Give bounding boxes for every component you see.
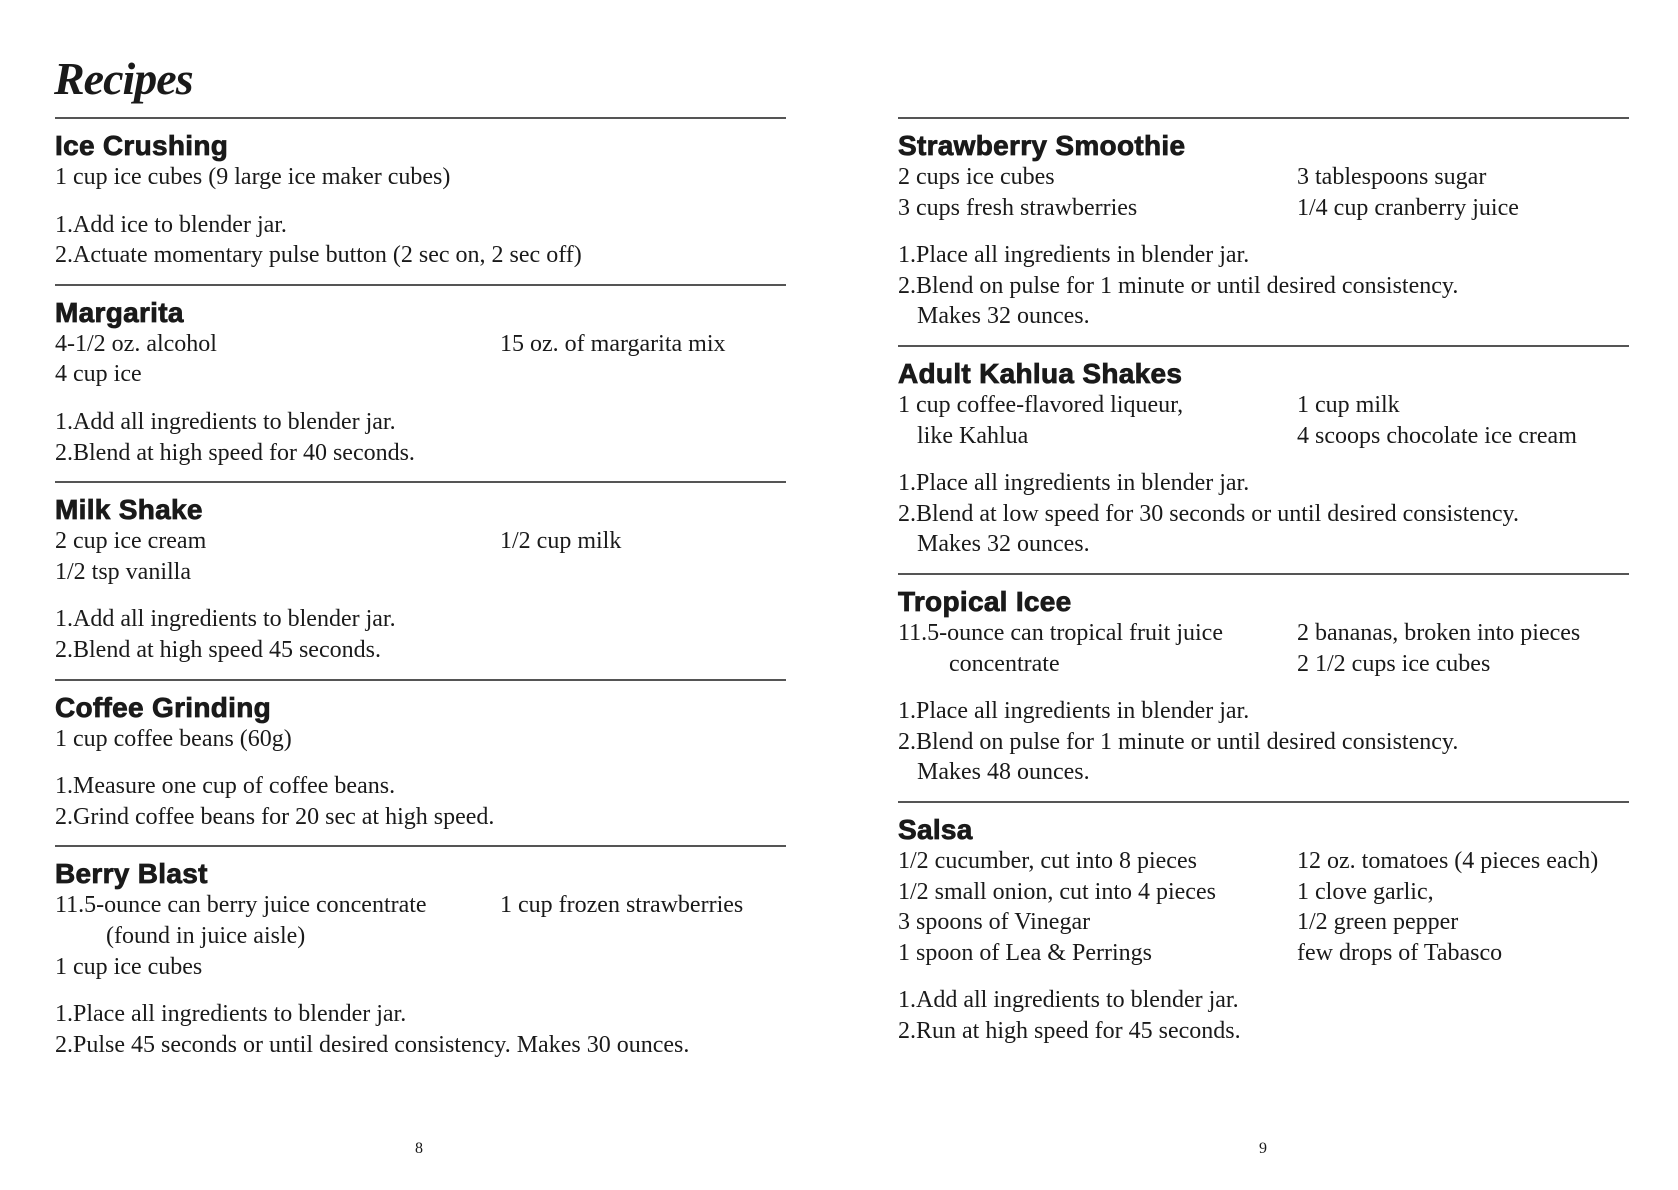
ingredients-column — [500, 724, 786, 755]
instructions-list — [55, 407, 786, 468]
ingredient-line: 1 cup coffee beans (60g) — [55, 725, 292, 752]
recipe-heading: Adult Kahlua Shakes — [898, 357, 1183, 389]
instructions-list — [55, 999, 786, 1060]
instruction-step: Makes 32 ounces. — [917, 303, 1090, 330]
instructions-list — [898, 696, 1629, 788]
ingredient-line: 1 cup frozen strawberries — [500, 892, 744, 919]
instructions-list — [898, 468, 1629, 560]
ingredients-column — [55, 329, 500, 390]
ingredients-column — [898, 846, 1297, 968]
ingredients-column — [55, 526, 500, 587]
recipe-section — [55, 483, 786, 678]
instructions-list — [55, 604, 786, 665]
recipe-heading: Coffee Grinding — [55, 691, 272, 723]
ingredients-column — [1297, 162, 1629, 223]
right-page-column — [898, 117, 1629, 1059]
recipe-section — [55, 119, 786, 284]
recipe-section — [55, 286, 786, 481]
ingredients-column — [500, 162, 786, 193]
ingredients-column — [1297, 846, 1629, 968]
ingredient-line: 15 oz. of margarita mix — [500, 330, 726, 357]
ingredients-column — [55, 890, 500, 982]
recipe-heading: Salsa — [898, 813, 973, 845]
instruction-step: 1.Add all ingredients to blender jar. — [55, 606, 396, 633]
instruction-step: 2.Blend on pulse for 1 minute or until desired consistency. — [898, 272, 1459, 299]
instructions-list — [898, 985, 1629, 1046]
recipe-heading: Ice Crushing — [55, 130, 229, 161]
ingredients-list — [55, 890, 786, 982]
recipe-section — [898, 803, 1629, 1060]
ingredient-line: 11.5-ounce can berry juice concentrate — [55, 892, 427, 919]
instruction-step: 2.Run at high speed for 45 seconds. — [898, 1017, 1241, 1044]
ingredient-line: 2 cups ice cubes — [898, 164, 1055, 190]
ingredient-line: 1/4 cup cranberry juice — [1297, 194, 1519, 221]
recipe-section — [898, 119, 1629, 345]
ingredients-column — [898, 390, 1297, 451]
ingredient-line: 1/2 cucumber, cut into 8 pieces — [898, 847, 1197, 874]
ingredients-list — [898, 846, 1629, 968]
recipe-section — [55, 681, 786, 846]
ingredient-line: 1/2 tsp vanilla — [55, 558, 191, 585]
left-page-column — [55, 117, 786, 1073]
ingredient-line: few drops of Tabasco — [1297, 939, 1503, 966]
instructions-list — [55, 771, 786, 832]
ingredient-line: 1 cup coffee-flavored liqueur, — [898, 391, 1184, 418]
recipe-section — [898, 575, 1629, 801]
ingredient-line: 11.5-ounce can tropical fruit juice — [898, 619, 1223, 646]
ingredients-column — [500, 890, 786, 982]
instruction-step: 1.Add all ingredients to blender jar. — [898, 987, 1239, 1014]
ingredients-list — [898, 618, 1629, 679]
ingredients-column — [1297, 618, 1629, 679]
ingredients-list — [55, 526, 786, 587]
ingredients-list — [55, 329, 786, 390]
ingredient-line: 1 cup ice cubes (9 large ice maker cubes) — [55, 164, 451, 190]
instruction-step: 1.Place all ingredients in blender jar. — [898, 470, 1250, 497]
ingredients-column — [55, 724, 500, 755]
ingredients-column — [500, 526, 786, 587]
instructions-list — [55, 210, 786, 271]
ingredient-line: (found in juice aisle) — [106, 922, 306, 949]
instruction-step: 1.Place all ingredients in blender jar. — [898, 242, 1250, 269]
ingredients-list — [55, 162, 786, 193]
instruction-step: Makes 32 ounces. — [917, 531, 1090, 558]
recipe-section — [55, 847, 786, 1073]
instruction-step: Makes 48 ounces. — [917, 759, 1090, 786]
recipe-heading: Strawberry Smoothie — [898, 130, 1186, 161]
page-title: Recipes — [54, 53, 193, 104]
ingredients-column — [898, 162, 1297, 223]
instruction-step: 1.Measure one cup of coffee beans. — [55, 773, 396, 800]
ingredient-line: concentrate — [949, 650, 1060, 677]
recipe-heading: Margarita — [55, 296, 184, 328]
instruction-step: 1.Place all ingredients in blender jar. — [898, 698, 1250, 725]
instruction-step: 2.Pulse 45 seconds or until desired consistency. Makes 30 ounces. — [55, 1031, 690, 1058]
instruction-step: 2.Blend at high speed 45 seconds. — [55, 636, 381, 663]
ingredients-list — [55, 724, 786, 755]
instructions-list — [898, 240, 1629, 332]
ingredient-line: 1 spoon of Lea & Perrings — [898, 939, 1152, 966]
ingredient-line: 1/2 small onion, cut into 4 pieces — [898, 878, 1216, 905]
ingredient-line: 4-1/2 oz. alcohol — [55, 330, 217, 357]
recipe-heading: Milk Shake — [55, 494, 203, 526]
instruction-step: 2.Blend on pulse for 1 minute or until desired consistency. — [898, 728, 1459, 755]
recipe-heading: Berry Blast — [55, 858, 208, 890]
instruction-step: 1.Place all ingredients to blender jar. — [55, 1001, 407, 1028]
recipe-section — [898, 347, 1629, 573]
ingredient-line: 1/2 green pepper — [1297, 909, 1459, 936]
ingredient-line: 3 cups fresh strawberries — [898, 194, 1138, 221]
ingredients-column — [1297, 390, 1629, 451]
ingredient-line: 3 spoons of Vinegar — [898, 909, 1091, 936]
ingredient-line: 1 cup milk — [1297, 391, 1400, 418]
ingredients-column — [55, 162, 500, 193]
ingredient-line: 1 cup ice cubes — [55, 953, 203, 980]
page-number-right: 9 — [1259, 1140, 1267, 1157]
ingredients-column — [500, 329, 786, 390]
ingredient-line: 2 bananas, broken into pieces — [1297, 619, 1581, 646]
ingredients-list — [898, 162, 1629, 223]
instruction-step: 2.Blend at high speed for 40 seconds. — [55, 439, 415, 466]
instruction-step: 1.Add ice to blender jar. — [55, 211, 287, 238]
ingredients-column — [898, 618, 1297, 679]
ingredient-line: like Kahlua — [917, 422, 1029, 449]
ingredients-list — [898, 390, 1629, 451]
ingredient-line: 1/2 cup milk — [500, 528, 622, 555]
instruction-step: 2.Actuate momentary pulse button (2 sec on, 2 sec off) — [55, 242, 582, 269]
ingredient-line: 2 1/2 cups ice cubes — [1297, 650, 1491, 677]
instruction-step: 2.Grind coffee beans for 20 sec at high speed. — [55, 803, 495, 830]
ingredient-line: 3 tablespoons sugar — [1297, 164, 1487, 190]
instruction-step: 1.Add all ingredients to blender jar. — [55, 408, 396, 435]
instruction-step: 2.Blend at low speed for 30 seconds or until desired consistency. — [898, 500, 1519, 527]
recipe-heading: Tropical Icee — [898, 585, 1072, 617]
ingredient-line: 2 cup ice cream — [55, 528, 207, 555]
ingredient-line: 1 clove garlic, — [1297, 878, 1434, 905]
ingredient-line: 12 oz. tomatoes (4 pieces each) — [1297, 847, 1599, 874]
ingredient-line: 4 cup ice — [55, 361, 142, 388]
ingredient-line: 4 scoops chocolate ice cream — [1297, 422, 1577, 449]
page-number-left: 8 — [415, 1140, 423, 1157]
